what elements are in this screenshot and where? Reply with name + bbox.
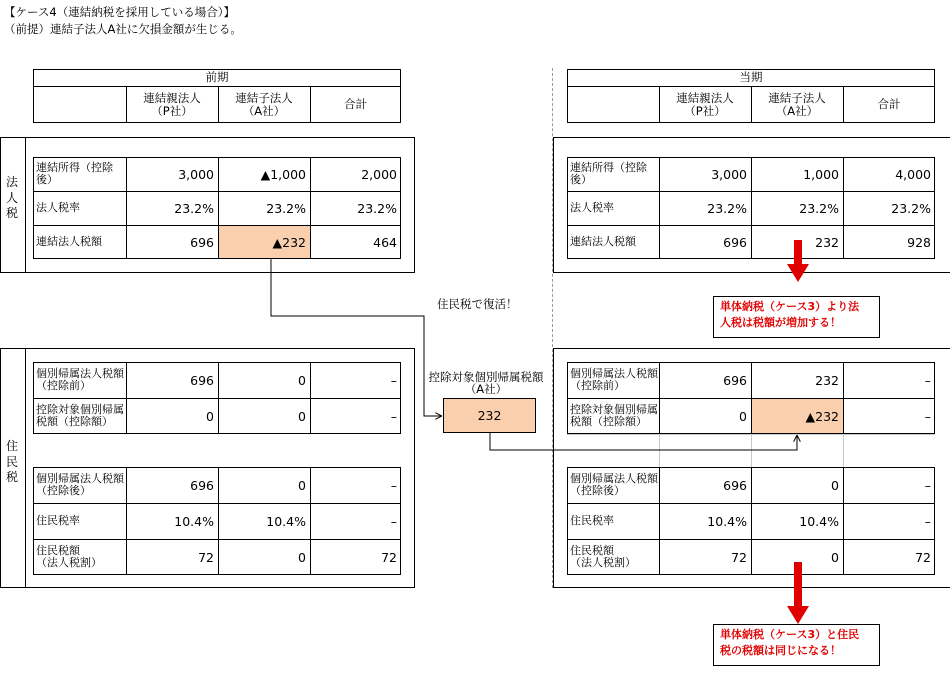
left-res-row1-p: 0 bbox=[206, 408, 214, 424]
left-res-row1-label: 控除対象個別帰属 税額（控除額） bbox=[36, 402, 124, 428]
header-line-1: 【ケース4（連結納税を採用している場合）】 bbox=[4, 5, 235, 19]
right-corp-row2-p: 696 bbox=[723, 234, 747, 250]
left-res-row3-label: 住民税率 bbox=[36, 513, 80, 527]
right-corp-row0-label: 連結所得（控除後） bbox=[570, 160, 647, 186]
right-corp-row1-t: 23.2% bbox=[891, 200, 931, 216]
left-res-row0-p: 696 bbox=[190, 372, 214, 388]
left-res-row3-t: – bbox=[390, 513, 397, 529]
red-arrow-corp bbox=[787, 240, 809, 282]
left-res-row0-label: 個別帰属法人税額 （控除前） bbox=[36, 366, 124, 392]
right-res-row2-t: – bbox=[924, 477, 931, 493]
left-res-row0-a: 0 bbox=[298, 372, 306, 388]
right-res-row0-t: – bbox=[924, 372, 931, 388]
right-res-row1-t: – bbox=[924, 408, 931, 424]
right-corp-row0-t: 4,000 bbox=[895, 166, 931, 182]
corp-tax-side-label: 法 人 税 bbox=[5, 175, 18, 221]
left-col-p-company: 連結親法人 （P社） bbox=[143, 91, 201, 118]
right-res-row3-t: – bbox=[924, 513, 931, 529]
callout-res-tax-same: 単体納税（ケース3）と住民 税の税額は同じになる！ bbox=[713, 624, 880, 666]
right-corp-row0-p: 3,000 bbox=[711, 166, 747, 182]
left-corp-row1-p: 23.2% bbox=[174, 200, 214, 216]
left-corp-row2-label: 連結法人税額 bbox=[36, 234, 102, 248]
right-res-row2-a: 0 bbox=[831, 477, 839, 493]
right-res-row4-t: 72 bbox=[915, 549, 931, 565]
left-corp-row2-t: 464 bbox=[373, 234, 397, 250]
left-res-row2-a: 0 bbox=[298, 477, 306, 493]
red-arrow-res bbox=[787, 562, 809, 624]
right-res-row3-label: 住民税率 bbox=[570, 513, 614, 527]
arrow-to-center-box bbox=[271, 259, 441, 416]
right-res-row3-a: 10.4% bbox=[799, 513, 839, 529]
left-res-row4-p: 72 bbox=[198, 549, 214, 565]
left-col-a-company: 連結子法人 （A社） bbox=[235, 91, 293, 118]
header-line-2: （前提）連結子法人A社に欠損金額が生じる。 bbox=[4, 22, 242, 36]
right-res-row0-a: 232 bbox=[815, 372, 839, 388]
center-deduction-box: 232 bbox=[443, 398, 536, 433]
left-corp-row0-label: 連結所得（控除後） bbox=[36, 160, 113, 186]
left-corp-row2-a: ▲232 bbox=[272, 234, 306, 250]
left-res-row0-t: – bbox=[390, 372, 397, 388]
left-res-row4-t: 72 bbox=[381, 549, 397, 565]
right-corp-row1-a: 23.2% bbox=[799, 200, 839, 216]
right-res-row1-p: 0 bbox=[739, 408, 747, 424]
right-corp-row2-a: 232 bbox=[815, 234, 839, 250]
res-tax-side-label: 住 民 税 bbox=[5, 439, 18, 485]
revive-note: 住民税で復活！ bbox=[437, 297, 518, 311]
right-corp-row2-t: 928 bbox=[907, 234, 931, 250]
left-res-row2-label: 個別帰属法人税額 （控除後） bbox=[36, 471, 124, 497]
right-res-row2-label: 個別帰属法人税額 （控除後） bbox=[570, 471, 658, 497]
right-res-row0-p: 696 bbox=[723, 372, 747, 388]
left-corp-row0-a: ▲1,000 bbox=[260, 166, 306, 182]
left-corp-row1-a: 23.2% bbox=[266, 200, 306, 216]
left-corp-row1-label: 法人税率 bbox=[36, 200, 80, 214]
right-res-row4-label: 住民税額 （法人税割） bbox=[570, 543, 636, 569]
arrow-to-right-cell bbox=[490, 433, 797, 450]
right-period-label: 当期 bbox=[739, 70, 763, 85]
right-col-p-company: 連結親法人 （P社） bbox=[676, 91, 734, 118]
left-res-row4-label: 住民税額 （法人税割） bbox=[36, 543, 102, 569]
left-res-row1-a: 0 bbox=[298, 408, 306, 424]
left-res-row2-p: 696 bbox=[190, 477, 214, 493]
left-res-row1-t: – bbox=[390, 408, 397, 424]
left-res-row3-a: 10.4% bbox=[266, 513, 306, 529]
left-res-row4-a: 0 bbox=[298, 549, 306, 565]
right-res-row3-p: 10.4% bbox=[707, 513, 747, 529]
left-corp-row1-t: 23.2% bbox=[357, 200, 397, 216]
right-res-row4-a: 0 bbox=[831, 549, 839, 565]
right-corp-row0-a: 1,000 bbox=[803, 166, 839, 182]
right-corp-row1-label: 法人税率 bbox=[570, 200, 614, 214]
center-box-title: 控除対象個別帰属税額 （A社） bbox=[428, 369, 544, 396]
right-col-total: 合計 bbox=[877, 97, 901, 112]
right-res-row1-a: ▲232 bbox=[805, 408, 839, 424]
right-res-row4-p: 72 bbox=[731, 549, 747, 565]
right-res-row2-p: 696 bbox=[723, 477, 747, 493]
right-col-a-company: 連結子法人 （A社） bbox=[768, 91, 826, 118]
left-res-row3-p: 10.4% bbox=[174, 513, 214, 529]
right-corp-row2-label: 連結法人税額 bbox=[570, 234, 636, 248]
right-corp-row1-p: 23.2% bbox=[707, 200, 747, 216]
callout-corp-tax-increase: 単体納税（ケース3）より法 人税は税額が増加する！ bbox=[713, 296, 880, 338]
right-res-row1-label: 控除対象個別帰属 税額（控除額） bbox=[570, 402, 658, 428]
left-corp-row0-t: 2,000 bbox=[361, 166, 397, 182]
left-period-label: 前期 bbox=[205, 70, 229, 85]
left-res-row2-t: – bbox=[390, 477, 397, 493]
left-col-total: 合計 bbox=[344, 97, 367, 112]
left-corp-row2-p: 696 bbox=[190, 234, 214, 250]
left-corp-row0-p: 3,000 bbox=[178, 166, 214, 182]
right-res-row0-label: 個別帰属法人税額 （控除前） bbox=[570, 366, 658, 392]
